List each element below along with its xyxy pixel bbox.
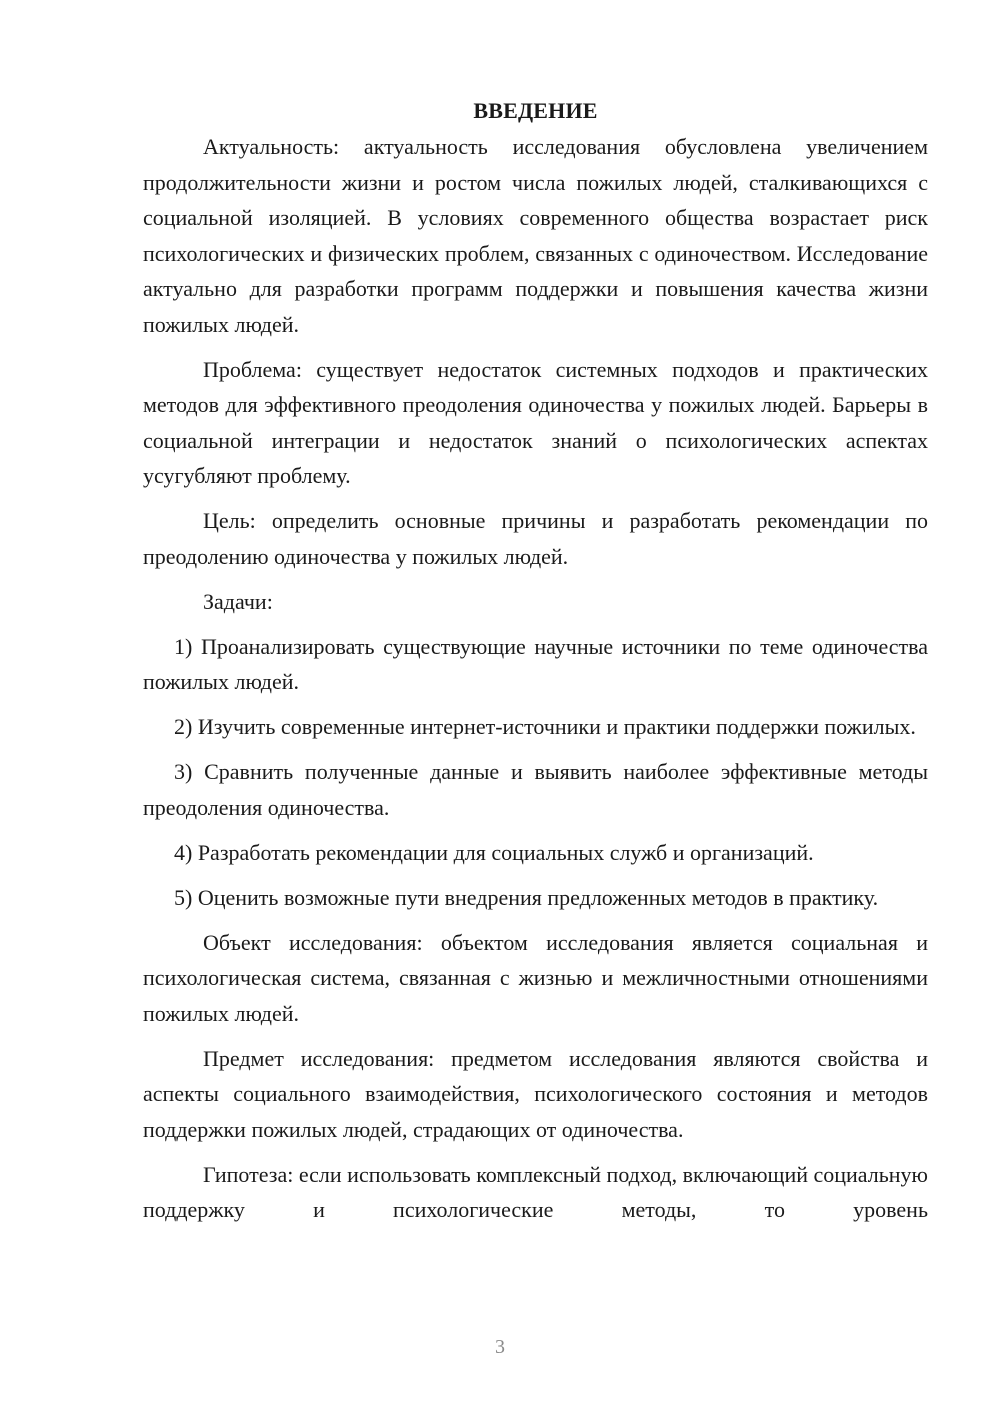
paragraph-object: Объект исследования: объектом исследования является социальная и психологическая система, связанная с жизнью и межличностными отношениями пожилых людей. (143, 929, 928, 1026)
paragraph-goal: Цель: определить основные причины и разработать рекомендации по преодолению одиночества у пожилых людей. (143, 508, 928, 569)
section-heading: ВВЕДЕНИЕ (473, 98, 598, 123)
paragraph-tasks-label: Задачи: (203, 588, 273, 614)
paragraph-subject: Предмет исследования: предметом исследования являются свойства и аспекты социального взаимодействия, психологического состояния и методов поддержки пожилых людей, страдающих от одиночества. (143, 1045, 928, 1142)
paragraph-problem: Проблема: существует недостаток системных подходов и практических методов для эффективного преодоления одиночества у пожилых людей. Барьеры в социальной интеграции и недостаток знаний о психологических аспектах усугубляют проблему. (143, 356, 928, 488)
task-item-5: 5) Оценить возможные пути внедрения предложенных методов в практику. (174, 884, 879, 910)
paragraph-relevance: Актуальность: актуальность исследования обусловлена увеличением продолжительности жизни и ростом числа пожилых людей, сталкивающихся с социальной изоляцией. В условиях современного общества возрастает риск психологических и физических проблем, связанных с одиночеством. Исследование актуально для разработки программ поддержки и повышения качества жизни пожилых людей. (143, 134, 928, 337)
task-item-3: 3) Сравнить полученные данные и выявить наиболее эффективные методы преодоления одиночества. (143, 759, 928, 820)
paragraph-hypothesis: Гипотеза: если использовать комплексный подход, включающий социальную поддержку и психологические методы, то уровень (143, 1161, 928, 1222)
task-item-2: 2) Изучить современные интернет-источники и практики поддержки пожилых. (174, 714, 916, 739)
task-item-1: 1) Проанализировать существующие научные источники по теме одиночества пожилых людей. (143, 633, 928, 694)
page-number: 3 (495, 1336, 505, 1358)
document-page (143, 96, 928, 1237)
task-item-4: 4) Разработать рекомендации для социальных служб и организаций. (174, 839, 814, 865)
